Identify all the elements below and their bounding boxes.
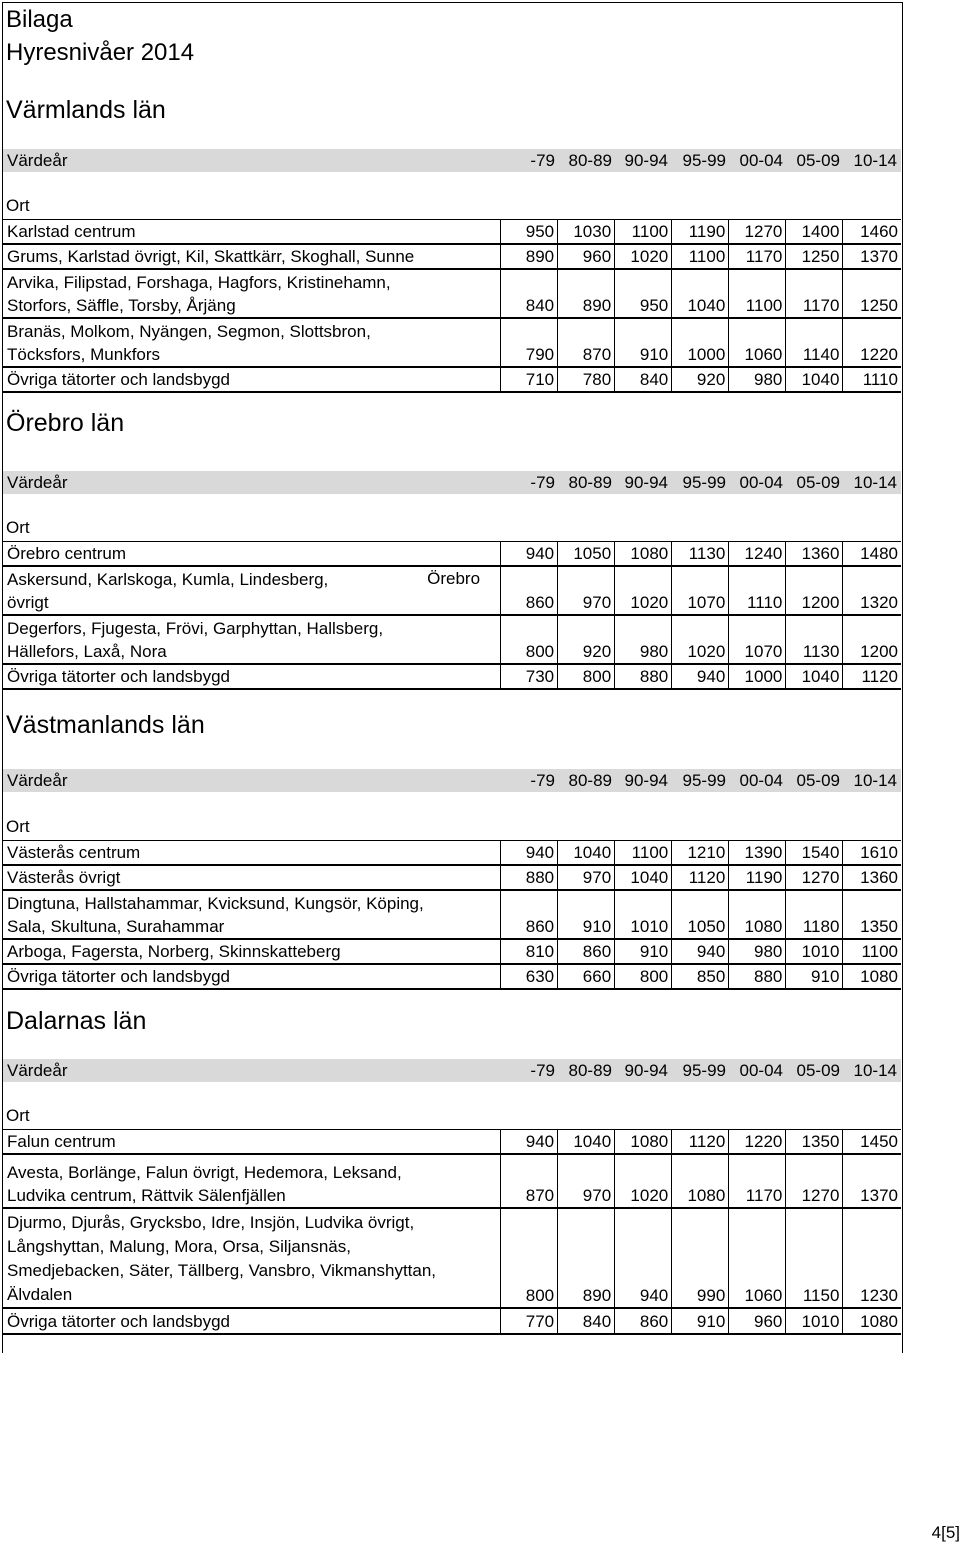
column-header: 00-04 (739, 473, 783, 492)
rent-value: 1100 (615, 220, 672, 245)
rent-value: 800 (615, 964, 672, 989)
rent-value: 860 (501, 566, 558, 615)
rent-value: 1190 (672, 220, 729, 245)
column-header: 00-04 (739, 151, 783, 170)
column-header: -79 (530, 1061, 555, 1080)
rent-value: 1080 (729, 890, 786, 939)
rent-value: 1110 (729, 566, 786, 615)
rent-value: 1170 (729, 1154, 786, 1208)
rent-value: 1150 (786, 1208, 843, 1308)
area-name (3, 220, 501, 245)
column-header: 90-94 (624, 1061, 668, 1080)
rent-value: 880 (615, 664, 672, 689)
rent-value: 1100 (729, 269, 786, 318)
table-row (3, 318, 901, 367)
column-header: 90-94 (624, 151, 668, 170)
rent-value: 970 (558, 1154, 615, 1208)
rent-value: 970 (558, 566, 615, 615)
rent-value: 1130 (672, 542, 729, 567)
rent-value: 890 (558, 1208, 615, 1308)
rent-value: 1250 (786, 244, 843, 269)
rent-value: 800 (501, 1208, 558, 1308)
table-row (3, 939, 901, 964)
rent-value: 1220 (729, 1130, 786, 1155)
area-name-text: Arvika, Filipstad, Forshaga, Hagfors, Kristinehamn, Storfors, Säffle, Torsby, Årjäng (7, 273, 391, 315)
area-name-text: Övriga tätorter och landsbygd (7, 1312, 231, 1331)
rent-table (3, 840, 901, 990)
rent-value: 1350 (786, 1130, 843, 1155)
rent-value: 1360 (786, 542, 843, 567)
rent-value: 840 (501, 269, 558, 318)
column-header: 95-99 (682, 473, 726, 492)
rent-value: 780 (558, 367, 615, 392)
table-row (3, 542, 901, 567)
rent-value: 920 (672, 367, 729, 392)
rent-value: 1130 (786, 615, 843, 664)
rent-value: 1210 (672, 841, 729, 866)
area-name (3, 1154, 501, 1208)
ort-label: Ort (6, 1106, 30, 1125)
rent-value: 1050 (672, 890, 729, 939)
rent-value: 1000 (672, 318, 729, 367)
rent-value: 1100 (672, 244, 729, 269)
rent-value: 1370 (843, 244, 901, 269)
area-name (3, 964, 501, 989)
rent-value: 1040 (558, 1130, 615, 1155)
table-row (3, 269, 901, 318)
rent-value: 860 (501, 890, 558, 939)
rent-value: 1040 (672, 269, 729, 318)
rent-value: 1100 (615, 841, 672, 866)
ort-label: Ort (6, 196, 30, 215)
rent-value: 890 (558, 269, 615, 318)
rent-value: 940 (501, 841, 558, 866)
rent-value: 1180 (786, 890, 843, 939)
rent-value: 870 (558, 318, 615, 367)
rent-value: 1080 (843, 1308, 901, 1334)
rent-value: 730 (501, 664, 558, 689)
ort-label: Ort (6, 817, 30, 836)
rent-value: 840 (558, 1308, 615, 1334)
header-label: Värdeår (7, 151, 68, 170)
rent-value: 1080 (615, 1130, 672, 1155)
area-name-text: Västerås centrum (7, 843, 141, 862)
table-row (3, 615, 901, 664)
column-header: 95-99 (682, 1061, 726, 1080)
rent-value: 800 (558, 664, 615, 689)
rent-value: 1250 (843, 269, 901, 318)
area-name-text: Dingtuna, Hallstahammar, Kvicksund, Kungsör, Köping, Sala, Skultuna, Surahammar (7, 894, 424, 936)
page-number: 4[5] (931, 1523, 960, 1542)
region-heading: Västmanlands län (6, 711, 205, 739)
rent-value: 1400 (786, 220, 843, 245)
rent-value: 1360 (843, 865, 901, 890)
header-label: Värdeår (7, 771, 68, 790)
rent-table (3, 219, 901, 393)
region-heading: Värmlands län (6, 96, 166, 124)
rent-value: 1320 (843, 566, 901, 615)
column-header: 95-99 (682, 771, 726, 790)
column-header: 10-14 (853, 151, 897, 170)
rent-value: 910 (615, 318, 672, 367)
rent-value: 990 (672, 1208, 729, 1308)
rent-value: 1270 (729, 220, 786, 245)
rent-value: 1120 (672, 865, 729, 890)
rent-value: 1060 (729, 318, 786, 367)
rent-value: 1120 (672, 1130, 729, 1155)
column-header-bar (3, 1059, 901, 1082)
header-label: Värdeår (7, 473, 68, 492)
rent-value: 1000 (729, 664, 786, 689)
column-header: -79 (530, 473, 555, 492)
column-header: 80-89 (568, 151, 612, 170)
table-row (3, 1208, 901, 1308)
rent-value: 1070 (729, 615, 786, 664)
table-row (3, 220, 901, 245)
area-name-text: Djurmo, Djurås, Grycksbo, Idre, Insjön, Ludvika övrigt, Långshyttan, Malung, Mora, Orsa, Siljansnäs, Smedjebacken, Säter, Tällberg, Vansbro, Vikmanshyttan, Älvdalen (7, 1213, 437, 1304)
area-name-text: Karlstad centrum (7, 222, 136, 241)
column-header-bar (3, 769, 901, 792)
rent-value: 910 (615, 939, 672, 964)
rent-value: 940 (501, 542, 558, 567)
column-header: 10-14 (853, 771, 897, 790)
rent-value: 1480 (843, 542, 901, 567)
document-title: Hyresnivåer 2014 (6, 39, 195, 66)
rent-value: 770 (501, 1308, 558, 1334)
column-header-bar (3, 471, 901, 494)
rent-value: 810 (501, 939, 558, 964)
rent-value: 1170 (786, 269, 843, 318)
rent-value: 1020 (615, 1154, 672, 1208)
rent-value: 1270 (786, 865, 843, 890)
rent-value: 940 (672, 664, 729, 689)
rent-value: 1540 (786, 841, 843, 866)
area-name (3, 269, 501, 318)
area-name-extra: Örebro (427, 569, 481, 588)
rent-value: 860 (558, 939, 615, 964)
area-name-text: Avesta, Borlänge, Falun övrigt, Hedemora, Leksand, Ludvika centrum, Rättvik Sälenfjällen (7, 1163, 402, 1205)
rent-value: 840 (615, 367, 672, 392)
rent-value: 920 (558, 615, 615, 664)
area-name (3, 615, 501, 664)
rent-value: 1240 (729, 542, 786, 567)
rent-value: 1080 (843, 964, 901, 989)
rent-value: 660 (558, 964, 615, 989)
table-row (3, 367, 901, 392)
rent-value: 850 (672, 964, 729, 989)
rent-value: 1010 (786, 939, 843, 964)
area-name (3, 664, 501, 689)
rent-value: 1220 (843, 318, 901, 367)
rent-value: 1200 (786, 566, 843, 615)
area-name (3, 367, 501, 392)
rent-value: 950 (615, 269, 672, 318)
ort-label: Ort (6, 518, 30, 537)
rent-value: 940 (672, 939, 729, 964)
area-name-text: Örebro centrum (7, 544, 127, 563)
area-name (3, 318, 501, 367)
area-name (3, 542, 501, 567)
rent-value: 1020 (672, 615, 729, 664)
area-name-text: Västerås övrigt (7, 868, 121, 887)
rent-value: 630 (501, 964, 558, 989)
rent-value: 1350 (843, 890, 901, 939)
table-row (3, 1154, 901, 1208)
table-row (3, 566, 901, 615)
rent-value: 1040 (615, 865, 672, 890)
column-header: 80-89 (568, 473, 612, 492)
rent-value: 910 (672, 1308, 729, 1334)
rent-value: 1390 (729, 841, 786, 866)
column-header: 10-14 (853, 473, 897, 492)
rent-value: 980 (729, 939, 786, 964)
column-header: -79 (530, 771, 555, 790)
column-header: 10-14 (853, 1061, 897, 1080)
area-name (3, 1130, 501, 1155)
area-name-text: Degerfors, Fjugesta, Frövi, Garphyttan, Hallsberg, Hällefors, Laxå, Nora (7, 619, 384, 661)
rent-value: 1110 (843, 367, 901, 392)
rent-value: 1370 (843, 1154, 901, 1208)
rent-value: 1270 (786, 1154, 843, 1208)
column-header: 80-89 (568, 771, 612, 790)
column-header: 90-94 (624, 771, 668, 790)
column-header: 90-94 (624, 473, 668, 492)
area-name-text: Arboga, Fagersta, Norberg, Skinnskatteberg (7, 942, 341, 961)
rent-value: 960 (558, 244, 615, 269)
rent-value: 1080 (672, 1154, 729, 1208)
region-heading: Dalarnas län (6, 1007, 147, 1035)
rent-value: 870 (501, 1154, 558, 1208)
rent-value: 1010 (786, 1308, 843, 1334)
column-header: 05-09 (796, 473, 840, 492)
region-heading: Örebro län (6, 409, 125, 437)
rent-value: 1460 (843, 220, 901, 245)
rent-value: 880 (501, 865, 558, 890)
rent-value: 1230 (843, 1208, 901, 1308)
area-name-text: Grums, Karlstad övrigt, Kil, Skattkärr, Skoghall, Sunne (7, 247, 415, 266)
rent-value: 1170 (729, 244, 786, 269)
rent-value: 860 (615, 1308, 672, 1334)
column-header: 00-04 (739, 1061, 783, 1080)
column-header: 05-09 (796, 1061, 840, 1080)
rent-value: 1020 (615, 566, 672, 615)
column-header: 05-09 (796, 771, 840, 790)
rent-table (3, 541, 901, 690)
column-header-bar (3, 149, 901, 172)
rent-value: 1100 (843, 939, 901, 964)
header-label: Värdeår (7, 1061, 68, 1080)
area-name-text: Branäs, Molkom, Nyängen, Segmon, Slottsbron, Töcksfors, Munkfors (7, 322, 371, 364)
rent-value: 1060 (729, 1208, 786, 1308)
rent-value: 1040 (786, 367, 843, 392)
rent-value: 1010 (615, 890, 672, 939)
area-name (3, 939, 501, 964)
area-name (3, 1308, 501, 1334)
area-name (3, 244, 501, 269)
table-row (3, 964, 901, 989)
column-header: -79 (530, 151, 555, 170)
rent-value: 800 (501, 615, 558, 664)
table-row (3, 664, 901, 689)
table-row (3, 244, 901, 269)
rent-table (3, 1129, 901, 1335)
area-name-text: Övriga tätorter och landsbygd (7, 967, 231, 986)
area-name (3, 865, 501, 890)
rent-value: 1610 (843, 841, 901, 866)
column-header: 05-09 (796, 151, 840, 170)
rent-value: 960 (729, 1308, 786, 1334)
area-name (3, 841, 501, 866)
table-row (3, 1308, 901, 1334)
rent-value: 980 (729, 367, 786, 392)
rent-value: 970 (558, 865, 615, 890)
rent-value: 1070 (672, 566, 729, 615)
rent-value: 1040 (786, 664, 843, 689)
rent-value: 910 (786, 964, 843, 989)
area-name (3, 566, 501, 615)
rent-value: 1140 (786, 318, 843, 367)
rent-value: 1450 (843, 1130, 901, 1155)
rent-value: 1030 (558, 220, 615, 245)
area-name-text: Övriga tätorter och landsbygd (7, 370, 231, 389)
rent-value: 910 (558, 890, 615, 939)
rent-value: 1040 (558, 841, 615, 866)
area-name-text: Falun centrum (7, 1132, 116, 1151)
table-row (3, 1130, 901, 1155)
table-row (3, 841, 901, 866)
rent-value: 790 (501, 318, 558, 367)
table-row (3, 890, 901, 939)
rent-value: 940 (615, 1208, 672, 1308)
document-label: Bilaga (6, 6, 73, 33)
rent-value: 1190 (729, 865, 786, 890)
area-name-text: Askersund, Karlskoga, Kumla, Lindesberg, övrigt (7, 570, 329, 612)
rent-value: 1080 (615, 542, 672, 567)
area-name (3, 890, 501, 939)
rent-value: 890 (501, 244, 558, 269)
column-header: 00-04 (739, 771, 783, 790)
rent-value: 1020 (615, 244, 672, 269)
area-name (3, 1208, 501, 1308)
rent-value: 950 (501, 220, 558, 245)
rent-value: 980 (615, 615, 672, 664)
rent-value: 940 (501, 1130, 558, 1155)
area-name-text: Övriga tätorter och landsbygd (7, 667, 231, 686)
rent-value: 1120 (843, 664, 901, 689)
rent-value: 880 (729, 964, 786, 989)
column-header: 80-89 (568, 1061, 612, 1080)
rent-value: 710 (501, 367, 558, 392)
rent-value: 1200 (843, 615, 901, 664)
column-header: 95-99 (682, 151, 726, 170)
rent-value: 1050 (558, 542, 615, 567)
table-row (3, 865, 901, 890)
